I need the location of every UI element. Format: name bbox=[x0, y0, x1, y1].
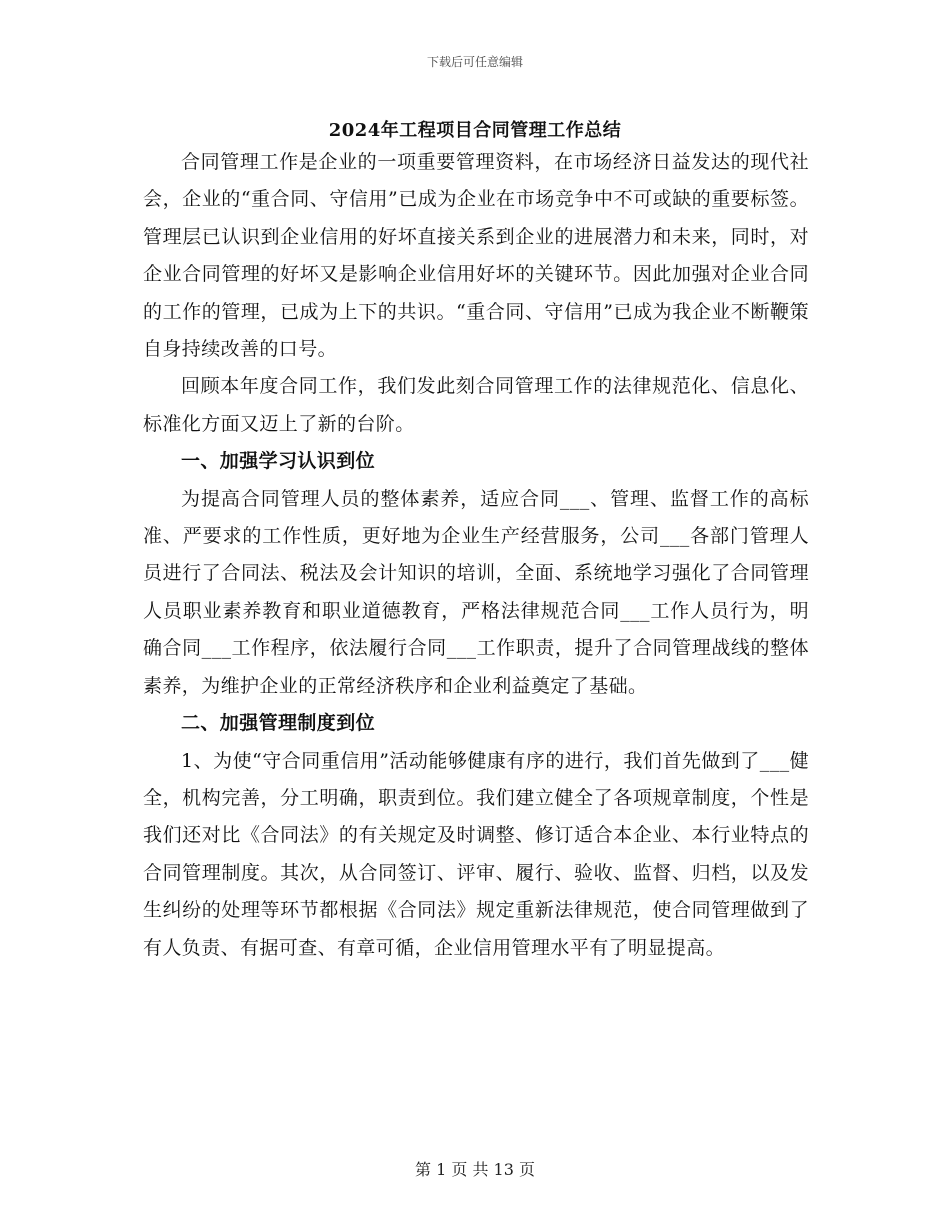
review-paragraph: 回顾本年度合同工作，我们发此刻合同管理工作的法律规范化、信息化、标准化方面又迈上了新的台阶。 bbox=[143, 375, 809, 435]
section-2-heading: 二、加强管理制度到位 bbox=[181, 712, 376, 735]
section-1-paragraph: 为提高合同管理人员的整体素养，适应合同___、管理、监督工作的高标准、严要求的工作性质，更好地为企业生产经营服务，公司___各部门管理人员进行了合同法、税法及会计知识的培训，全面、系统地学习强化了合同管理人员职业素养教育和职业道德教育，严格法律规范合同___工作人员行为，明确合同___工作程序，依法履行合同___工作职责，提升了合同管理战线的整体素养，为维护企业的正常经济秩序和企业利益奠定了基础。 bbox=[143, 487, 809, 697]
section-2-paragraph: 1、为使“守合同重信用”活动能够健康有序的进行，我们首先做到了___健全，机构完善，分工明确，职责到位。我们建立健全了各项规章制度，个性是我们还对比《合同法》的有关规定及时调整、修订适合本企业、本行业特点的合同管理制度。其次，从合同签订、评审、履行、验收、监督、归档，以及发生纠纷的处理等环节都根据《合同法》规定重新法律规范，使合同管理做到了有人负责、有据可查、有章可循，企业信用管理水平有了明显提高。 bbox=[143, 749, 809, 959]
intro-paragraph: 合同管理工作是企业的一项重要管理资料，在市场经济日益发达的现代社会，企业的“重合同、守信用”已成为企业在市场竞争中不可或缺的重要标签。管理层已认识到企业信用的好坏直接关系到企业的进展潜力和未来，同时，对企业合同管理的好坏又是影响企业信用好坏的关键环节。因此加强对企业合同的工作的管理，已成为上下的共识。“重合同、守信用”已成为我企业不断鞭策自身持续改善的口号。 bbox=[143, 151, 809, 361]
document-title: 2024年工程项目合同管理工作总结 bbox=[328, 120, 622, 141]
page-number: 第 1 页 共 13 页 bbox=[415, 1160, 535, 1179]
page-header-note: 下载后可任意编辑 bbox=[426, 55, 523, 69]
document-body bbox=[143, 144, 809, 967]
section-1-heading: 一、加强学习认识到位 bbox=[181, 450, 376, 473]
